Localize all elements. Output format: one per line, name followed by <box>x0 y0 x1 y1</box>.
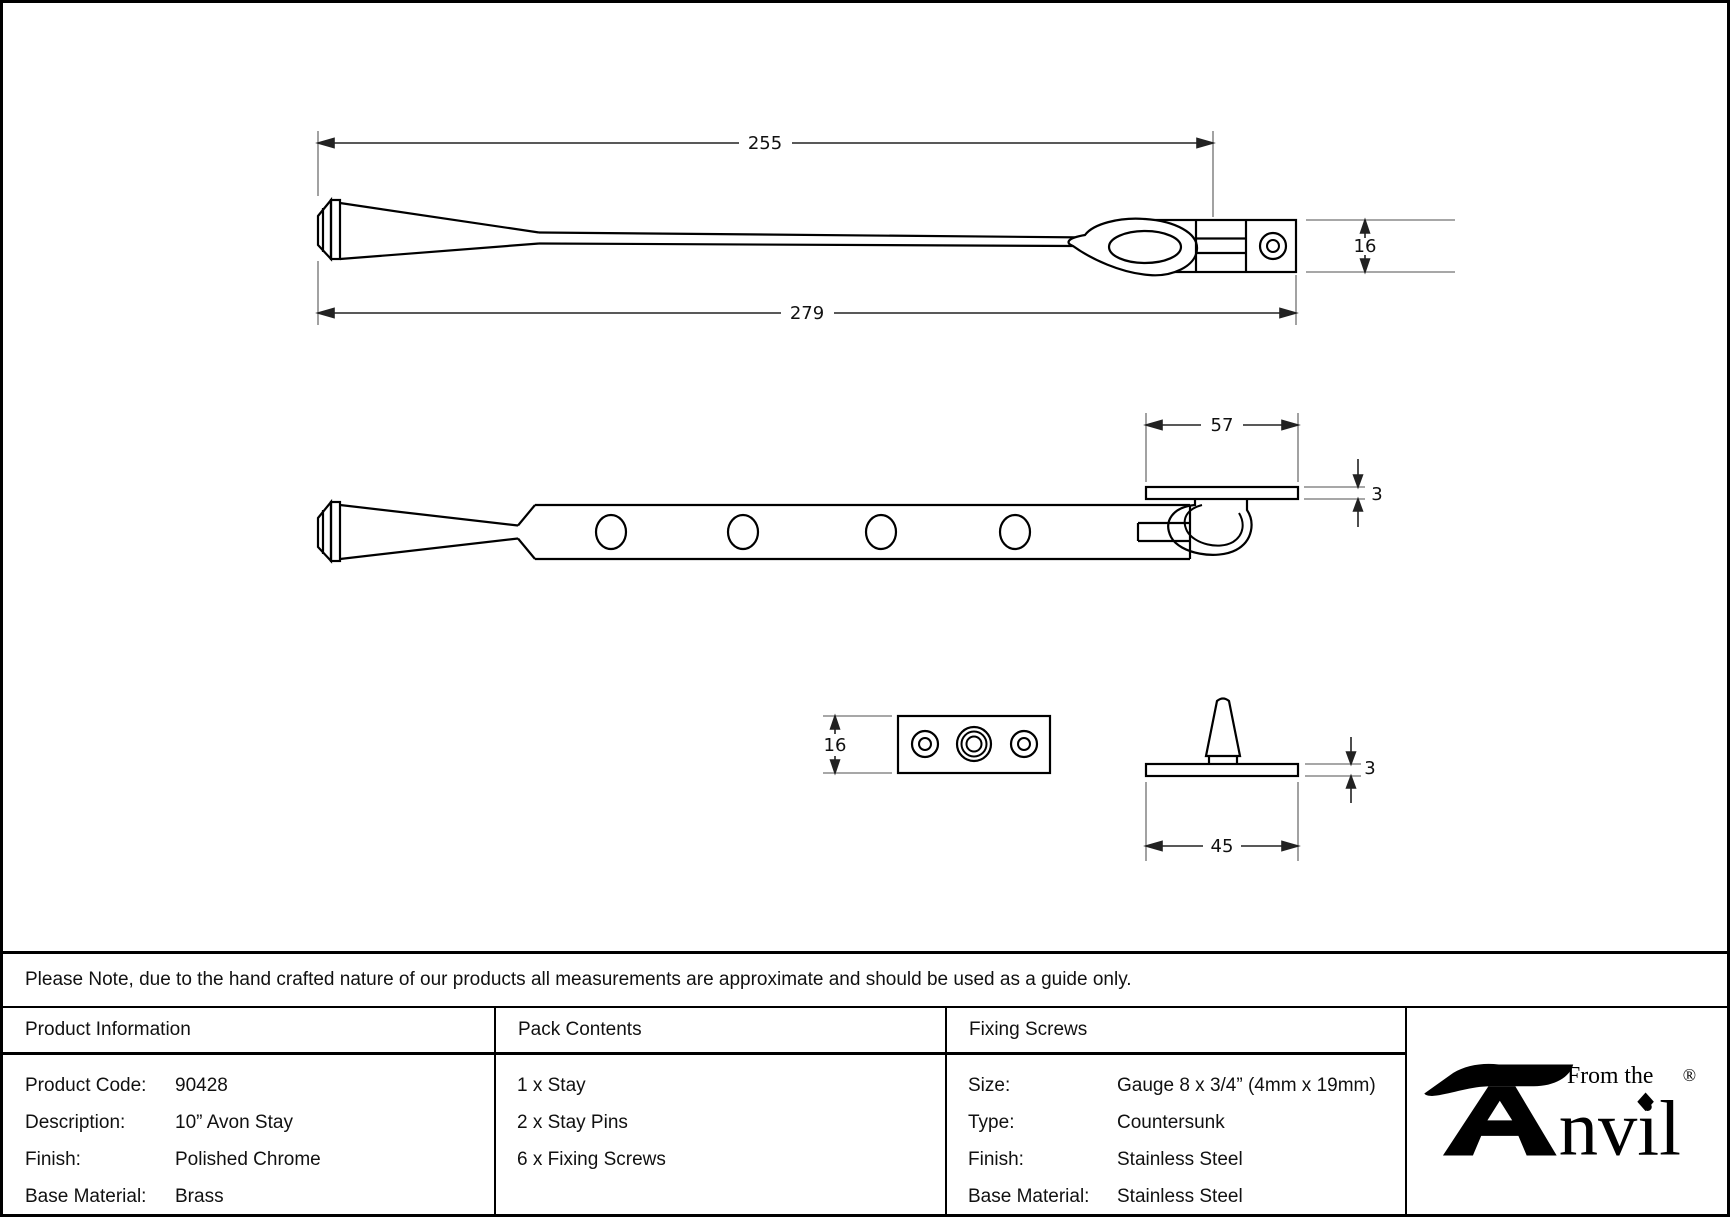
dim-3-plate-label: 3 <box>1371 484 1383 505</box>
table-row <box>25 1104 494 1141</box>
table-row <box>25 1141 494 1178</box>
row-value: Brass <box>175 1186 224 1207</box>
fixing-screws-column <box>947 1008 1407 1214</box>
table-row <box>968 1141 1405 1178</box>
pack-contents-column <box>496 1008 947 1214</box>
row-label: Product Code: <box>25 1075 147 1096</box>
table-row <box>25 1178 494 1215</box>
dim-279-label: 279 <box>789 303 825 324</box>
pack-contents-header: Pack Contents <box>496 1008 945 1055</box>
dim-16-end-label: 16 <box>1353 236 1377 257</box>
logo-tagline: From the <box>1567 1062 1654 1089</box>
registered-trademark-icon: ® <box>1682 1064 1697 1085</box>
list-item: 1 x Stay <box>517 1075 586 1096</box>
dim-57-label: 57 <box>1210 415 1234 436</box>
row-label: Base Material: <box>968 1186 1090 1207</box>
measurement-note-text: Please Note, due to the hand crafted nature of our products all measurements are approximate and should be used as a guide only. <box>25 969 1132 990</box>
row-label: Description: <box>25 1112 126 1133</box>
row-label: Finish: <box>25 1149 81 1170</box>
row-value: Stainless Steel <box>1117 1149 1243 1170</box>
table-row <box>25 1067 494 1104</box>
row-label: Size: <box>968 1075 1011 1096</box>
brand-cell <box>1407 1008 1727 1214</box>
dim-16-keeper-label: 16 <box>823 735 847 756</box>
stay-side-view <box>318 200 1296 275</box>
row-value: Stainless Steel <box>1117 1186 1243 1207</box>
table-row <box>968 1104 1405 1141</box>
from-the-anvil-logo <box>1422 1048 1712 1175</box>
product-information-header: Product Information <box>3 1008 494 1055</box>
keeper-plate-view <box>898 716 1050 773</box>
dim-3-pin-label: 3 <box>1364 758 1376 779</box>
row-value: Countersunk <box>1117 1112 1225 1133</box>
dim-255-label: 255 <box>747 133 783 154</box>
row-value: 10” Avon Stay <box>175 1112 293 1133</box>
stay-plan-view <box>318 487 1298 561</box>
row-value: Polished Chrome <box>175 1149 321 1170</box>
table-row <box>968 1178 1405 1215</box>
row-label: Finish: <box>968 1149 1024 1170</box>
row-label: Base Material: <box>25 1186 147 1207</box>
row-label: Type: <box>968 1112 1015 1133</box>
stay-pin-view <box>1146 699 1298 777</box>
row-value: Gauge 8 x 3/4” (4mm x 19mm) <box>1117 1075 1376 1096</box>
technical-drawing <box>3 3 1727 951</box>
row-value: 90428 <box>175 1075 228 1096</box>
measurement-note <box>3 951 1727 1006</box>
list-item: 6 x Fixing Screws <box>517 1149 666 1170</box>
product-information-column <box>3 1008 496 1214</box>
table-row <box>968 1067 1405 1104</box>
logo-name-tail: nvil <box>1558 1083 1681 1170</box>
list-item: 2 x Stay Pins <box>517 1112 628 1133</box>
spec-table <box>3 1006 1727 1214</box>
fixing-screws-header: Fixing Screws <box>947 1008 1405 1055</box>
dim-45-label: 45 <box>1210 836 1234 857</box>
